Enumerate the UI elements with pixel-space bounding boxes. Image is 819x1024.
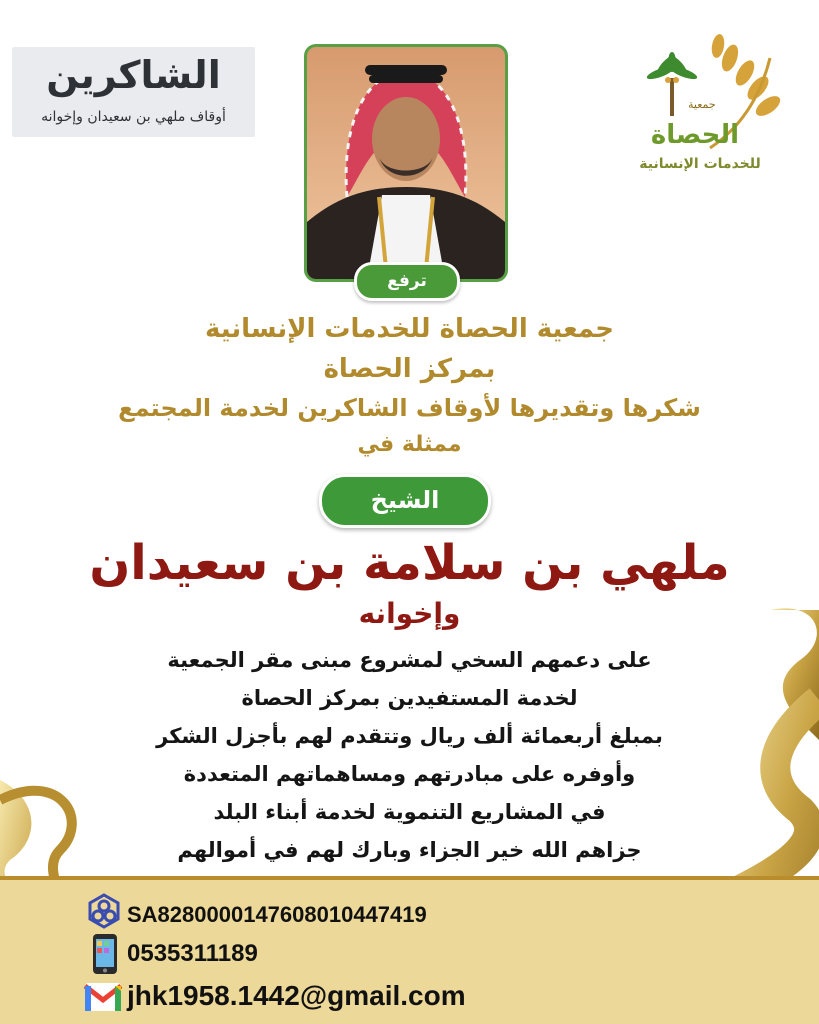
- body-line: جزاهم الله خير الجزاء وبارك لهم في أموالهم: [177, 838, 642, 862]
- body-line: وأوفره على مبادرتهم ومساهماتهم المتعددة: [183, 762, 636, 786]
- honoree-name: ملهي بن سلامة بن سعيدان: [89, 535, 730, 591]
- gmail-icon: [84, 982, 122, 1012]
- body-line: بمبلغ أربعمائة ألف ريال وتتقدم لهم بأجزل الشكر: [156, 724, 663, 748]
- raise-badge: ترفع: [354, 262, 460, 301]
- hasah-logo-subtitle: للخدمات الإنسانية: [639, 156, 761, 172]
- shakireen-logo-subtitle: أوقاف ملهي بن سعيدان وإخوانه: [41, 109, 226, 125]
- sheikh-badge: الشيخ: [319, 474, 491, 528]
- hasah-logo: [610, 28, 785, 172]
- email-text: jhk1958.1442@gmail.com: [127, 980, 466, 1011]
- hasah-logo-title: الحصاة: [650, 120, 740, 150]
- intro-line-4: ممثلة في: [357, 432, 462, 457]
- portrait-photo: [304, 44, 508, 282]
- body-line: لخدمة المستفيدين بمركز الحصاة: [241, 686, 578, 710]
- bank-icon: [86, 893, 122, 929]
- intro-line-1: جمعية الحصاة للخدمات الإنسانية: [204, 314, 615, 344]
- shakireen-logo: [12, 47, 255, 137]
- shakireen-logo-title: الشاكرين: [46, 53, 221, 97]
- body-line: في المشاريع التنموية لخدمة أبناء البلد: [213, 800, 606, 824]
- phone-icon: [92, 933, 118, 975]
- intro-line-2: بمركز الحصاة: [323, 354, 496, 384]
- portrait-figure: [307, 47, 505, 279]
- body-line: على دعمهم السخي لمشروع مبنى مقر الجمعية: [167, 648, 652, 672]
- honoree-name-sub: وإخوانه: [358, 597, 461, 630]
- hasah-logo-small: جمعية: [688, 98, 716, 111]
- iban-text: SA8280000147608010447419: [127, 902, 427, 927]
- intro-line-3: شكرها وتقديرها لأوقاف الشاكرين لخدمة المجتمع: [118, 394, 701, 422]
- phone-text: 0535311189: [127, 940, 258, 967]
